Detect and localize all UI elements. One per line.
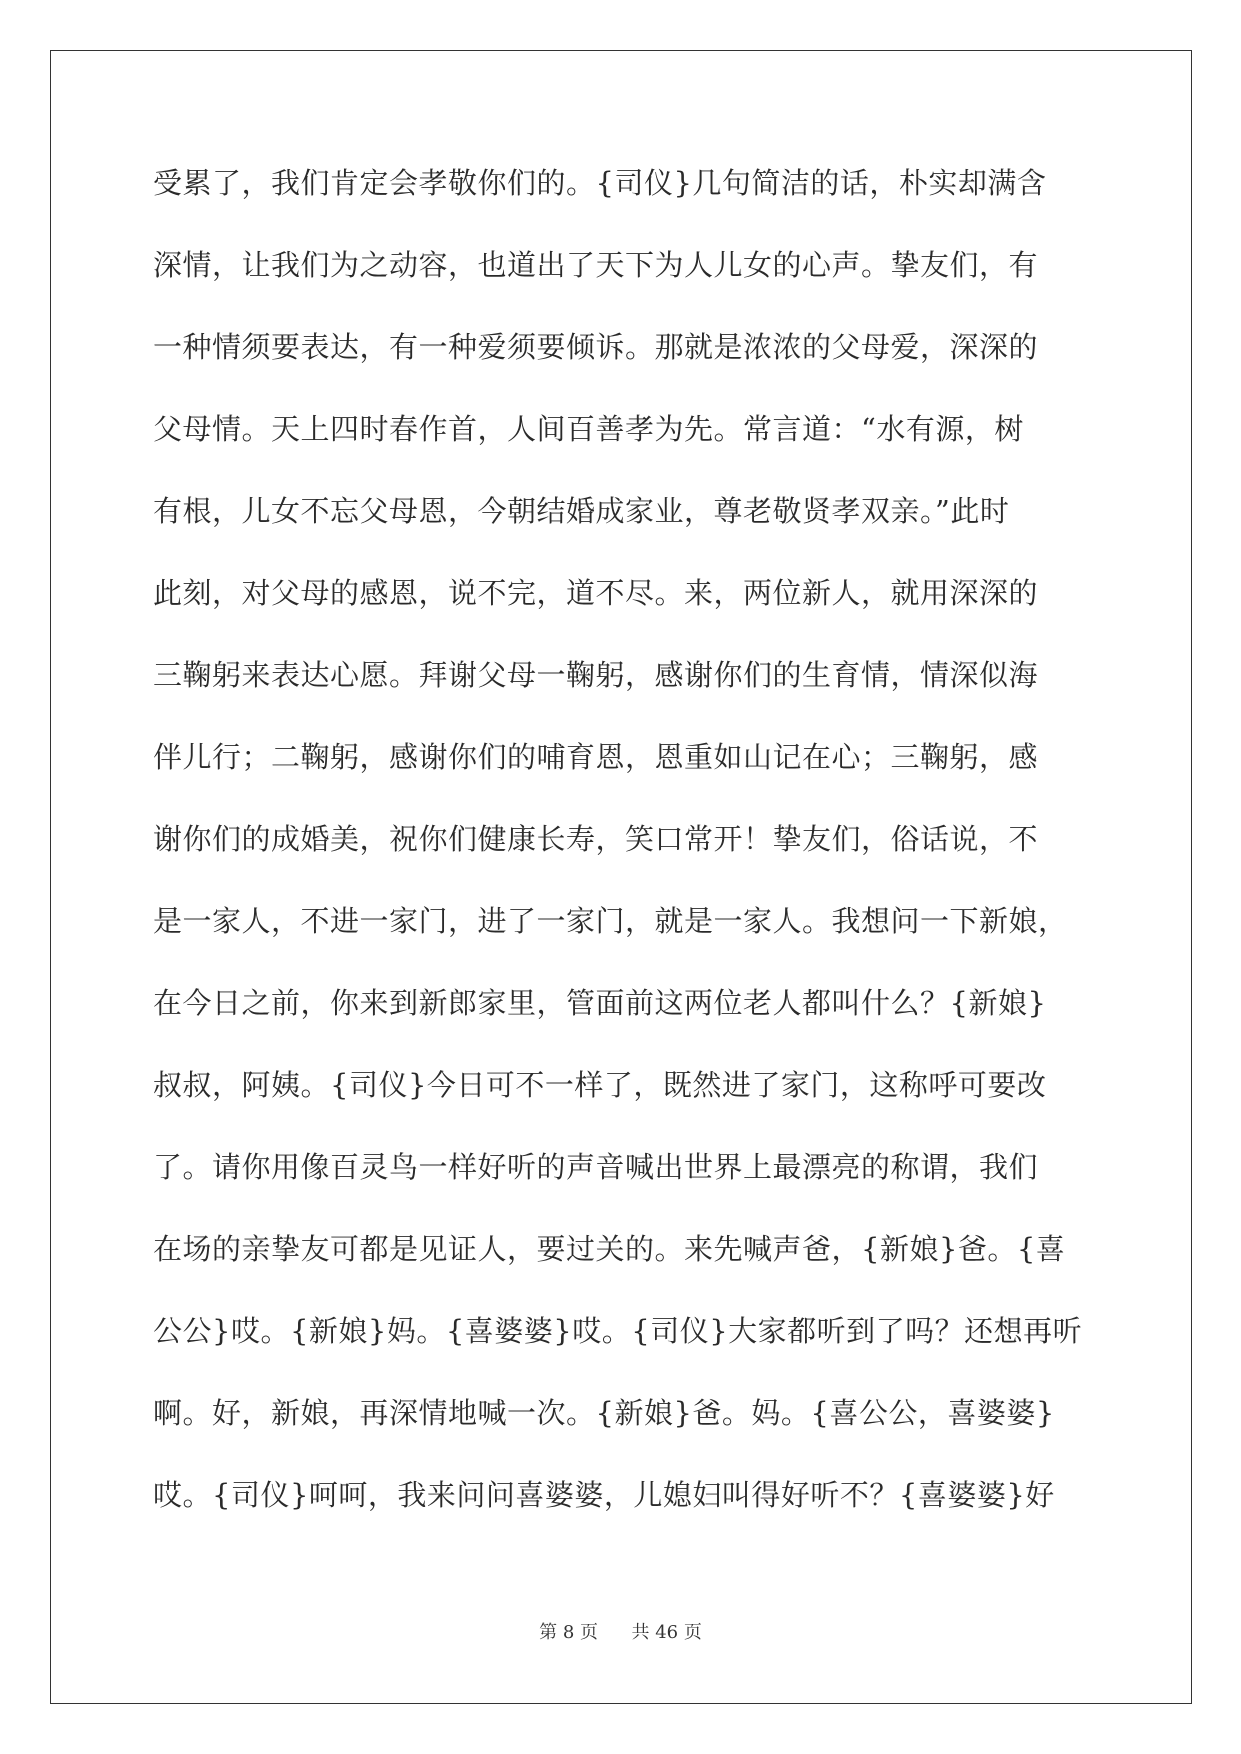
body-line: 公公}哎。{新娘}妈。{喜婆婆}哎。{司仪}大家都听到了吗？还想再听 bbox=[153, 1314, 1083, 1348]
body-line: 叔叔，阿姨。{司仪}今日可不一样了，既然进了家门，这称呼可要改 bbox=[153, 1068, 1047, 1102]
body-line: 深情，让我们为之动容，也道出了天下为人儿女的心声。挚友们，有 bbox=[153, 248, 1039, 282]
body-line: 啊。好，新娘，再深情地喊一次。{新娘}爸。妈。{喜公公，喜婆婆} bbox=[153, 1396, 1055, 1430]
document-body bbox=[153, 150, 1098, 1544]
body-line: 哎。{司仪}呵呵，我来问问喜婆婆，儿媳妇叫得好听不？{喜婆婆}好 bbox=[153, 1478, 1055, 1512]
page-number: 第 8 页 bbox=[539, 1622, 599, 1643]
body-line: 伴儿行；二鞠躬，感谢你们的哺育恩，恩重如山记在心；三鞠躬，感 bbox=[153, 740, 1039, 774]
body-line: 受累了，我们肯定会孝敬你们的。{司仪}几句简洁的话，朴实却满含 bbox=[153, 166, 1047, 200]
body-line: 三鞠躬来表达心愿。拜谢父母一鞠躬，感谢你们的生育情，情深似海 bbox=[153, 658, 1039, 692]
body-line: 在场的亲挚友可都是见证人，要过关的。来先喊声爸，{新娘}爸。{喜 bbox=[153, 1232, 1066, 1266]
page-footer bbox=[0, 1618, 1241, 1644]
body-line: 了。请你用像百灵鸟一样好听的声音喊出世界上最漂亮的称谓，我们 bbox=[153, 1150, 1039, 1184]
body-line: 此刻，对父母的感恩，说不完，道不尽。来，两位新人，就用深深的 bbox=[153, 576, 1039, 610]
body-line: 在今日之前，你来到新郎家里，管面前这两位老人都叫什么？{新娘} bbox=[153, 986, 1047, 1020]
body-line: 谢你们的成婚美，祝你们健康长寿，笑口常开！挚友们，俗话说，不 bbox=[153, 822, 1039, 856]
body-line: 有根，儿女不忘父母恩，今朝结婚成家业，尊老敬贤孝双亲。”此时 bbox=[153, 494, 1010, 528]
body-line: 是一家人，不进一家门，进了一家门，就是一家人。我想问一下新娘， bbox=[153, 904, 1068, 938]
page-total: 共 46 页 bbox=[631, 1622, 702, 1643]
body-line: 一种情须要表达，有一种爱须要倾诉。那就是浓浓的父母爱，深深的 bbox=[153, 330, 1039, 364]
body-line: 父母情。天上四时春作首，人间百善孝为先。常言道：“水有源，树 bbox=[153, 412, 1024, 446]
